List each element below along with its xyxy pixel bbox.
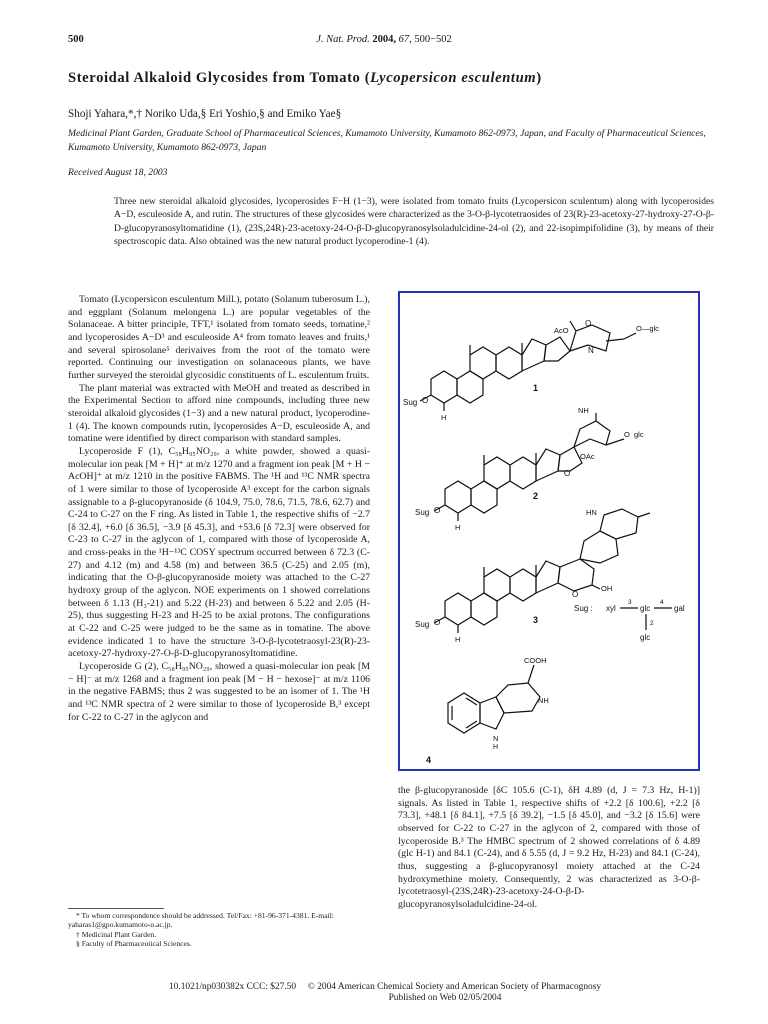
- nh-label: NH: [538, 696, 549, 705]
- glc-branch-label: glc: [640, 633, 651, 642]
- footnote-rule: [68, 908, 164, 909]
- journal-name: J. Nat. Prod.: [316, 34, 370, 45]
- sug-label: Sug: [403, 398, 418, 407]
- copyright: © 2004 American Chemical Society and American Society of Pharmacognosy: [307, 982, 602, 992]
- nitrogen-label: N: [588, 346, 594, 355]
- page-footer: [60, 982, 710, 1004]
- journal-pages: 500−502: [414, 34, 452, 45]
- title-close: ): [536, 70, 542, 86]
- footnote: § Faculty of Pharmaceutical Sciences.: [76, 939, 192, 949]
- cooh-label: COOH: [524, 656, 547, 665]
- page-number: 500: [68, 34, 84, 45]
- paragraph: Lycoperoside F (1), C₅₈H₉₅NO₂₉, a white powder, showed a quasi-molecular ion peak [M + H]⁺ at m/z 1270 and a fragment ion peak [M + H − AcOH]⁺ at m/z 1210 in the positive FABMS. The ¹H and ¹³C NMR spectra of 1 were similar to those of lycoperoside A³ except for the carbon signals assignable to a β-glucopyranoside (δ 104.9, 75.0, 78.6, 71.5, 78.6, 62.7) and C-24 to C-27 on the F ring. As listed in Table 1, the respective shifts of −2.7 [δ 32.4], +6.0 [δ 36.5], −3.9 [δ 45.3], and +53.6 [δ 72.3] were observed for C-23 to C-27 in the aglycon of 1, compared with those of lycoperoside A, and cross-peaks in the ¹H−¹³C COSY spectrum occurred between δ 72.3 (C-27) and 4.12 (m) and 4.58 (m) and between 36.5 (C-25) and 2.05 (m), indicating that the O-β-glucopyranoside moiety was attached to the C-27 hydroxy group of the aglycon. NOE experiments on 1 showed correlations between δ 1.13 (H₃-21) and 5.22 (H-23) and between δ 5.22 and 2.05 (H-25), thus suggesting H-23 and H-25 to be axial protons. The configurations at C-22 and C-25 were judged to be the same as in tomatine. The above evidence indicated 1 to have the structure 3-O-β-lycotetraosyl-23(R)-23-acetoxy-27-hydroxy-27-O-β-D-glucopyranosyltomatidine.: [68, 445, 370, 660]
- oh-label: OH: [601, 584, 613, 593]
- oxygen-label: O: [434, 618, 441, 627]
- hydrogen-label: H: [455, 523, 461, 532]
- paragraph: The plant material was extracted with MeOH and treated as described in the Experimental Section to afford nine compounds, including three new steroidal alkaloid glycosides (1−3) and a new natural product, lycoperodine-1 (4). The known compounds rutin, lycoperosides A−D, esculeoside A, and tomatine were identified by direct comparison with standard samples.: [68, 382, 370, 445]
- paragraph: the β-glucopyranoside [δC 105.6 (C-1), δH 4.89 (d, J = 7.3 Hz, H-1)] signals. As listed in Table 1, respective shifts of +2.2 [δ 100.6], +2.2 [δ 73.3], +48.1 [δ 84.1], +7.5 [δ 39.2], −1.5 [δ 45.0], and −3.2 [δ 15.6] were observed for C-22 to C-27 in the aglycon of 2, compared with those of lycoperoside B.³ The HMBC spectrum of 2 showed correlations of δ 4.89 (glc H-1) and 84.1 (C-24), and δ 5.55 (d, J = 9.2 Hz, H-23) and 84.1 (C-24), thus, suggesting a β-glucopyranosyl moiety attached at the C-24 hydroxymethine moiety. Consequently, 2 was characterized as 3-O-β-lycotetraosyl-(23S,24R)-23-acetoxy-24-O-β-D-glucopyranosylsoladulcidine-24-ol.: [398, 785, 700, 910]
- xyl-label: xyl: [606, 604, 616, 613]
- linkage-4: 4: [660, 599, 664, 606]
- authors: Shoji Yahara,*,† Noriko Uda,§ Eri Yoshio,§ and Emiko Yae§: [68, 108, 342, 120]
- paragraph: Lycoperoside G (2), C₅₈H₉₅NO₂₉, showed a quasi-molecular ion peak [M − H]⁻ at m/z 1268 and a fragment ion peak [M − H − hexose]⁻ at m/z 1106 in the negative FABMS; thus 2 was suggested to be an isomer of 1. The ¹H and ¹³C NMR spectra of 2 were similar to those of lycoperoside B,³ except for C-22 to C-27 in the aglycon and: [68, 661, 370, 723]
- linkage-3: 3: [628, 599, 632, 606]
- published-date: Published on Web 02/05/2004: [388, 993, 502, 1003]
- structure-4: [426, 656, 549, 765]
- sug-def-label: Sug :: [574, 604, 593, 613]
- hydrogen-label: H: [441, 413, 447, 422]
- received-date: Received August 18, 2003: [68, 167, 168, 178]
- glc-label: glc: [640, 604, 651, 613]
- oxygen-label: O: [422, 396, 429, 405]
- title-main: Steroidal Alkaloid Glycosides from Tomato (: [68, 70, 371, 86]
- structure-figure: [398, 291, 700, 771]
- hydrogen-label: H: [493, 744, 499, 751]
- oxygen-label: O: [572, 590, 579, 599]
- aco-label: AcO: [554, 326, 569, 335]
- structures-svg: [400, 293, 697, 768]
- journal-volume: 67,: [398, 34, 412, 45]
- footnote: † Medicinal Plant Garden.: [76, 929, 157, 939]
- oxygen-label: O: [564, 469, 571, 478]
- oxygen-label: O: [434, 506, 441, 515]
- oac-label: OAc: [580, 452, 595, 461]
- sugar-definition: [574, 599, 685, 642]
- abstract: Three new steroidal alkaloid glycosides, lycoperosides F−H (1−3), were isolated from tomato fruits (Lycopersicon sculentum) along with lycoperosides A−D, esculeoside A, and rutin. The structures of these glycosides were characterized as the 3-O-β-lycotetraosides of 23(R)-23-acetoxy-27-hydroxy-27-O-β-D-glucopyranosyltomatidine (1), (23S,24R)-23-acetoxy-24-O-β-D-glucopyranosylsoladulcidine-24-ol (2), and 22-isopimpifolidine (3), by means of their spectroscopic data. Also obtained was the new natural product lycoperodine-1 (4).: [114, 196, 714, 248]
- oxygen-glc-label: O: [624, 430, 630, 439]
- o-glc-label: O—glc: [636, 324, 659, 333]
- compound-label-1: 1: [533, 383, 539, 393]
- glc-label: glc: [634, 430, 644, 439]
- structure-1: [403, 319, 659, 422]
- affiliation: Medicinal Plant Garden, Graduate School of Pharmaceutical Sciences, Kumamoto University, Kumamoto 862-0973, Japan, and Faculty of Pharmaceutical Sciences, Kumamoto University, Kumamoto 862-0973, Japan: [68, 128, 706, 153]
- compound-label-4: 4: [426, 755, 432, 765]
- sug-label: Sug: [415, 508, 430, 517]
- gal-label: gal: [674, 604, 685, 613]
- sug-label: Sug: [415, 620, 430, 629]
- body-right-column: [398, 785, 700, 912]
- journal-year: 2004,: [372, 34, 397, 45]
- doi: 10.1021/np030382x CCC: $27.50: [168, 982, 297, 992]
- compound-label-3: 3: [533, 615, 539, 625]
- body-left-column: [68, 294, 370, 724]
- journal-citation: [0, 34, 768, 45]
- nh-label: NH: [578, 406, 589, 415]
- oxygen-label: O: [585, 319, 592, 328]
- title-latin: Lycopersicon esculentum: [370, 70, 537, 86]
- nh-indole-label: N: [493, 734, 499, 743]
- hn-label: HN: [586, 508, 597, 517]
- hydrogen-label: H: [455, 635, 461, 644]
- paragraph: Tomato (Lycopersicon esculentum Mill.), potato (Solanum tuberosum L.), and eggplant (Solanum melongena L.) are popular vegetables of the Solanaceae. A bitter principle, TFT,¹ isolated from tomato seeds, tomatine,² and lycoperosides A−D³ and esculeoside A⁴ from tomato leaves and fruits,¹ and several spirosolane⁵ derivaives from the root of the tomato were reported. Continuing our investigation on solanaceous plants, we have further surveyed the steroidal glycosidic constituents of L. esculentum fruits.: [68, 294, 370, 381]
- linkage-2: 2: [650, 620, 654, 627]
- compound-label-2: 2: [533, 491, 539, 501]
- article-title: [68, 70, 708, 87]
- footnotes: [68, 911, 370, 949]
- structure-3: [415, 508, 650, 644]
- footnote: * To whom correspondence should be addressed. Tel/Fax: +81-96-371-4381. E-mail: yaharas1@gpo.kumamoto-u.ac.jp.: [68, 911, 334, 930]
